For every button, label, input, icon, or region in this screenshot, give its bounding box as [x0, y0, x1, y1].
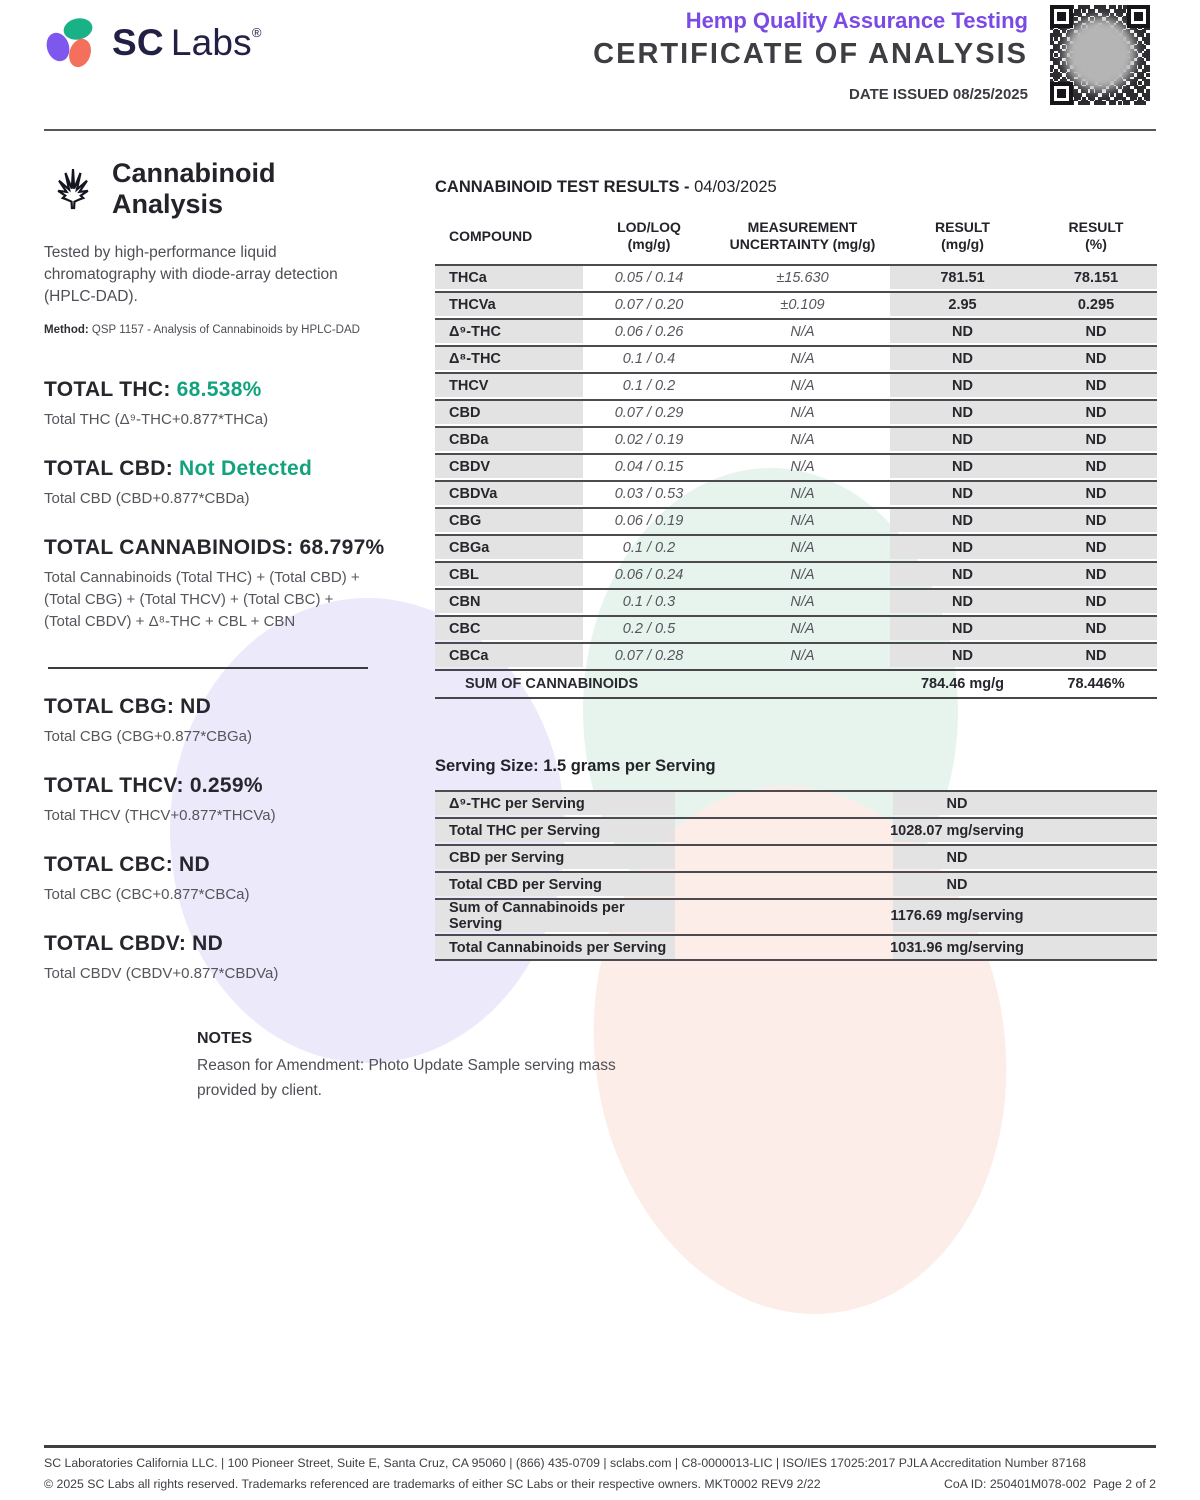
compound: CBL: [435, 561, 583, 586]
result-mg: ND: [890, 561, 1035, 586]
lod-loq: 0.2 / 0.5: [583, 615, 715, 640]
uncertainty: N/A: [715, 615, 890, 640]
serving-value: 1028.07 mg/serving: [893, 817, 1157, 842]
uncertainty: N/A: [715, 426, 890, 451]
result-pct: 78.151: [1035, 264, 1157, 289]
lod-loq: 0.06 / 0.19: [583, 507, 715, 532]
uncertainty: N/A: [715, 372, 890, 397]
total-cbd-label: TOTAL CBD: Not Detected: [44, 457, 313, 480]
serving-spacer: [675, 844, 893, 869]
analysis-description: Tested by high-performance liquid chromatography with diode-array detection (HPLC-DAD).: [44, 244, 338, 305]
serving-value: ND: [893, 844, 1157, 869]
compound: CBGa: [435, 534, 583, 559]
uncertainty: N/A: [715, 507, 890, 532]
page-title: CERTIFICATE OF ANALYSIS: [593, 38, 1028, 70]
result-pct: ND: [1035, 561, 1157, 586]
uncertainty: ±0.109: [715, 291, 890, 316]
date-issued: DATE ISSUED 08/25/2025: [849, 86, 1028, 103]
lod-loq: 0.03 / 0.53: [583, 480, 715, 505]
results-date: 04/03/2025: [694, 178, 777, 196]
compound: CBDVa: [435, 480, 583, 505]
total-cannabinoids-block: [44, 536, 389, 633]
result-mg: ND: [890, 480, 1035, 505]
result-pct: ND: [1035, 615, 1157, 640]
uncertainty: N/A: [715, 453, 890, 478]
sum-result-mg: 784.46 mg/g: [890, 669, 1035, 699]
result-pct: ND: [1035, 399, 1157, 424]
registered-mark: ®: [251, 25, 262, 40]
serving-value: 1176.69 mg/serving: [893, 898, 1157, 932]
serving-label: Total Cannabinoids per Serving: [435, 934, 675, 961]
total-thcv-formula: Total THCV (THCV+0.877*THCVa): [44, 807, 276, 824]
table-row: [435, 453, 1157, 478]
section-header: [44, 158, 389, 220]
qr-finder-icon: [1050, 5, 1073, 28]
logo-petals-icon: [44, 16, 100, 70]
result-pct: ND: [1035, 426, 1157, 451]
total-cannabinoids-value: 68.797%: [299, 536, 385, 559]
footer-legal-line: [44, 1477, 1156, 1491]
table-row: [435, 561, 1157, 586]
cannabinoid-analysis-panel: [44, 158, 389, 985]
sum-row: [435, 669, 1157, 699]
lod-loq: 0.1 / 0.3: [583, 588, 715, 613]
totals-divider: [48, 667, 368, 669]
lod-loq: 0.07 / 0.29: [583, 399, 715, 424]
logo-wordmark: SC Labs®: [112, 22, 262, 63]
result-pct: ND: [1035, 507, 1157, 532]
total-thc-formula: Total THC (Δ⁹-THC+0.877*THCa): [44, 411, 269, 428]
uncertainty: ±15.630: [715, 264, 890, 289]
table-row: [435, 534, 1157, 559]
compound: CBCa: [435, 642, 583, 667]
serving-row: [435, 790, 1157, 815]
uncertainty: N/A: [715, 534, 890, 559]
total-cbd-formula: Total CBD (CBD+0.877*CBDa): [44, 490, 250, 507]
compound: CBN: [435, 588, 583, 613]
col-compound: COMPOUND: [449, 227, 533, 244]
table-row: [435, 372, 1157, 397]
uncertainty: N/A: [715, 345, 890, 370]
serving-value: ND: [893, 790, 1157, 815]
total-cbc-block: [44, 853, 389, 906]
footer-coa-id: CoA ID: 250401M078-002 Page 2 of 2: [944, 1477, 1156, 1491]
results-title: CANNABINOID TEST RESULTS - 04/03/2025: [435, 178, 777, 196]
total-cbd-block: [44, 457, 389, 510]
col-result-mg: RESULT (mg/g): [935, 219, 990, 252]
uncertainty: N/A: [715, 588, 890, 613]
method-value: QSP 1157 - Analysis of Cannabinoids by HPLC-DAD: [91, 324, 360, 336]
total-cbdv-value: ND: [192, 932, 224, 955]
result-pct: ND: [1035, 534, 1157, 559]
footer-divider: [44, 1445, 1156, 1448]
serving-row: [435, 898, 1157, 932]
sum-label: SUM OF CANNABINOIDS: [435, 669, 890, 699]
uncertainty: N/A: [715, 642, 890, 667]
uncertainty: N/A: [715, 399, 890, 424]
total-cbc-value: ND: [179, 853, 210, 876]
compound: Δ⁸-THC: [435, 345, 583, 370]
footer: [44, 1456, 1156, 1491]
total-cbdv-formula: Total CBDV (CBDV+0.877*CBDVa): [44, 965, 279, 982]
cannabinoid-results-table: [435, 209, 1157, 701]
compound: CBG: [435, 507, 583, 532]
total-cannabinoids-formula: Total Cannabinoids (Total THC) + (Total CBD) + (Total CBG) + (Total THCV) + (Total CBC) + (Total CBDV) + Δ⁸-THC + CBL + CBN: [44, 569, 360, 630]
lod-loq: 0.1 / 0.2: [583, 534, 715, 559]
uncertainty: N/A: [715, 318, 890, 343]
table-row: [435, 345, 1157, 370]
table-row: [435, 399, 1157, 424]
serving-spacer: [675, 871, 893, 896]
result-mg: ND: [890, 588, 1035, 613]
compound: CBD: [435, 399, 583, 424]
method-line: [44, 324, 389, 336]
table-row: [435, 291, 1157, 316]
serving-value: 1031.96 mg/serving: [893, 934, 1157, 961]
footer-copyright: © 2025 SC Labs all rights reserved. Trademarks referenced are trademarks of either SC Labs or their respective owners. MKT0002 REV9 2/22: [44, 1477, 821, 1491]
col-uncertainty: MEASUREMENT UNCERTAINTY (mg/g): [729, 219, 876, 252]
result-mg: ND: [890, 453, 1035, 478]
serving-row: [435, 844, 1157, 869]
total-cbg-block: [44, 695, 389, 748]
total-thc-label: TOTAL THC: 68.538%: [44, 378, 262, 401]
qr-code: [1050, 5, 1150, 105]
total-cannabinoids-label: TOTAL CANNABINOIDS: 68.797%: [44, 536, 385, 559]
table-header-row: [435, 211, 1157, 262]
lod-loq: 0.1 / 0.2: [583, 372, 715, 397]
serving-size-heading: Serving Size: 1.5 grams per Serving: [435, 757, 716, 775]
compound: THCa: [435, 264, 583, 289]
result-mg: ND: [890, 345, 1035, 370]
result-pct: ND: [1035, 588, 1157, 613]
result-mg: ND: [890, 534, 1035, 559]
result-pct: ND: [1035, 345, 1157, 370]
lod-loq: 0.07 / 0.20: [583, 291, 715, 316]
qr-finder-icon: [1127, 5, 1150, 28]
header-divider: [44, 129, 1156, 131]
serving-row: [435, 871, 1157, 896]
compound: CBDV: [435, 453, 583, 478]
serving-label: Total THC per Serving: [435, 817, 675, 842]
lod-loq: 0.07 / 0.28: [583, 642, 715, 667]
lod-loq: 0.06 / 0.26: [583, 318, 715, 343]
serving-label: Sum of Cannabinoids per Serving: [435, 898, 675, 932]
result-mg: ND: [890, 642, 1035, 667]
result-mg: ND: [890, 399, 1035, 424]
cannabis-leaf-icon: [44, 160, 102, 218]
total-thc-value: 68.538%: [176, 378, 262, 401]
table-row: [435, 264, 1157, 289]
sc-labs-logo: [44, 16, 262, 70]
uncertainty: N/A: [715, 561, 890, 586]
serving-label: CBD per Serving: [435, 844, 675, 869]
total-cbdv-block: [44, 932, 389, 985]
section-title: Cannabinoid Analysis: [112, 158, 276, 219]
table-row: [435, 480, 1157, 505]
table-row: [435, 588, 1157, 613]
qr-blurred-center: [1064, 17, 1136, 91]
notes-section: [197, 1030, 667, 1103]
serving-label: Total CBD per Serving: [435, 871, 675, 896]
total-cbdv-label: TOTAL CBDV: ND: [44, 932, 224, 955]
total-cbc-label: TOTAL CBC: ND: [44, 853, 210, 876]
total-cbg-label: TOTAL CBG: ND: [44, 695, 212, 718]
sum-result-pct: 78.446%: [1035, 669, 1157, 699]
total-thc-block: [44, 378, 389, 431]
table-row: [435, 318, 1157, 343]
result-pct: ND: [1035, 642, 1157, 667]
total-cbg-formula: Total CBG (CBG+0.877*CBGa): [44, 728, 253, 745]
result-mg: ND: [890, 615, 1035, 640]
result-pct: ND: [1035, 372, 1157, 397]
lod-loq: 0.04 / 0.15: [583, 453, 715, 478]
lod-loq: 0.1 / 0.4: [583, 345, 715, 370]
footer-address-line: SC Laboratories California LLC. | 100 Pioneer Street, Suite E, Santa Cruz, CA 95060 | (866) 435-0709 | sclabs.com | C8-0000013-LIC | ISO/IES 17025:2017 PJLA Accreditation Number 87168: [44, 1456, 1086, 1470]
serving-label: Δ⁹-THC per Serving: [435, 790, 675, 815]
qr-finder-icon: [1050, 82, 1073, 105]
serving-value: ND: [893, 871, 1157, 896]
result-mg: ND: [890, 426, 1035, 451]
table-row: [435, 615, 1157, 640]
result-pct: ND: [1035, 480, 1157, 505]
uncertainty: N/A: [715, 480, 890, 505]
header-right: [593, 8, 1028, 103]
method-label: Method:: [44, 324, 89, 336]
serving-table: [435, 788, 1157, 963]
col-result-pct: RESULT (%): [1068, 219, 1124, 252]
lod-loq: 0.05 / 0.14: [583, 264, 715, 289]
result-mg: 2.95: [890, 291, 1035, 316]
result-mg: ND: [890, 318, 1035, 343]
serving-row: [435, 934, 1157, 961]
notes-body: Reason for Amendment: Photo Update Sample serving mass provided by client.: [197, 1057, 616, 1099]
notes-heading: NOTES: [197, 1030, 253, 1047]
compound: CBC: [435, 615, 583, 640]
compound: Δ⁹-THC: [435, 318, 583, 343]
serving-row: [435, 817, 1157, 842]
total-cbc-formula: Total CBC (CBC+0.877*CBCa): [44, 886, 250, 903]
results-panel: [435, 178, 1157, 963]
lod-loq: 0.02 / 0.19: [583, 426, 715, 451]
table-row: [435, 426, 1157, 451]
serving-spacer: [675, 934, 893, 961]
serving-spacer: [675, 817, 893, 842]
program-title: Hemp Quality Assurance Testing: [685, 8, 1028, 33]
total-thcv-value: 0.259%: [189, 774, 263, 797]
result-pct: ND: [1035, 318, 1157, 343]
total-thcv-block: [44, 774, 389, 827]
total-cbg-value: ND: [180, 695, 212, 718]
compound: THCV: [435, 372, 583, 397]
table-row: [435, 642, 1157, 667]
table-row: [435, 507, 1157, 532]
result-mg: ND: [890, 507, 1035, 532]
serving-spacer: [675, 790, 893, 815]
result-mg: 781.51: [890, 264, 1035, 289]
result-pct: 0.295: [1035, 291, 1157, 316]
result-mg: ND: [890, 372, 1035, 397]
compound: THCVa: [435, 291, 583, 316]
total-cbd-value: Not Detected: [179, 457, 313, 480]
lod-loq: 0.06 / 0.24: [583, 561, 715, 586]
serving-spacer: [675, 898, 893, 932]
result-pct: ND: [1035, 453, 1157, 478]
col-lod-loq: LOD/LOQ (mg/g): [617, 219, 681, 252]
total-thcv-label: TOTAL THCV: 0.259%: [44, 774, 263, 797]
compound: CBDa: [435, 426, 583, 451]
